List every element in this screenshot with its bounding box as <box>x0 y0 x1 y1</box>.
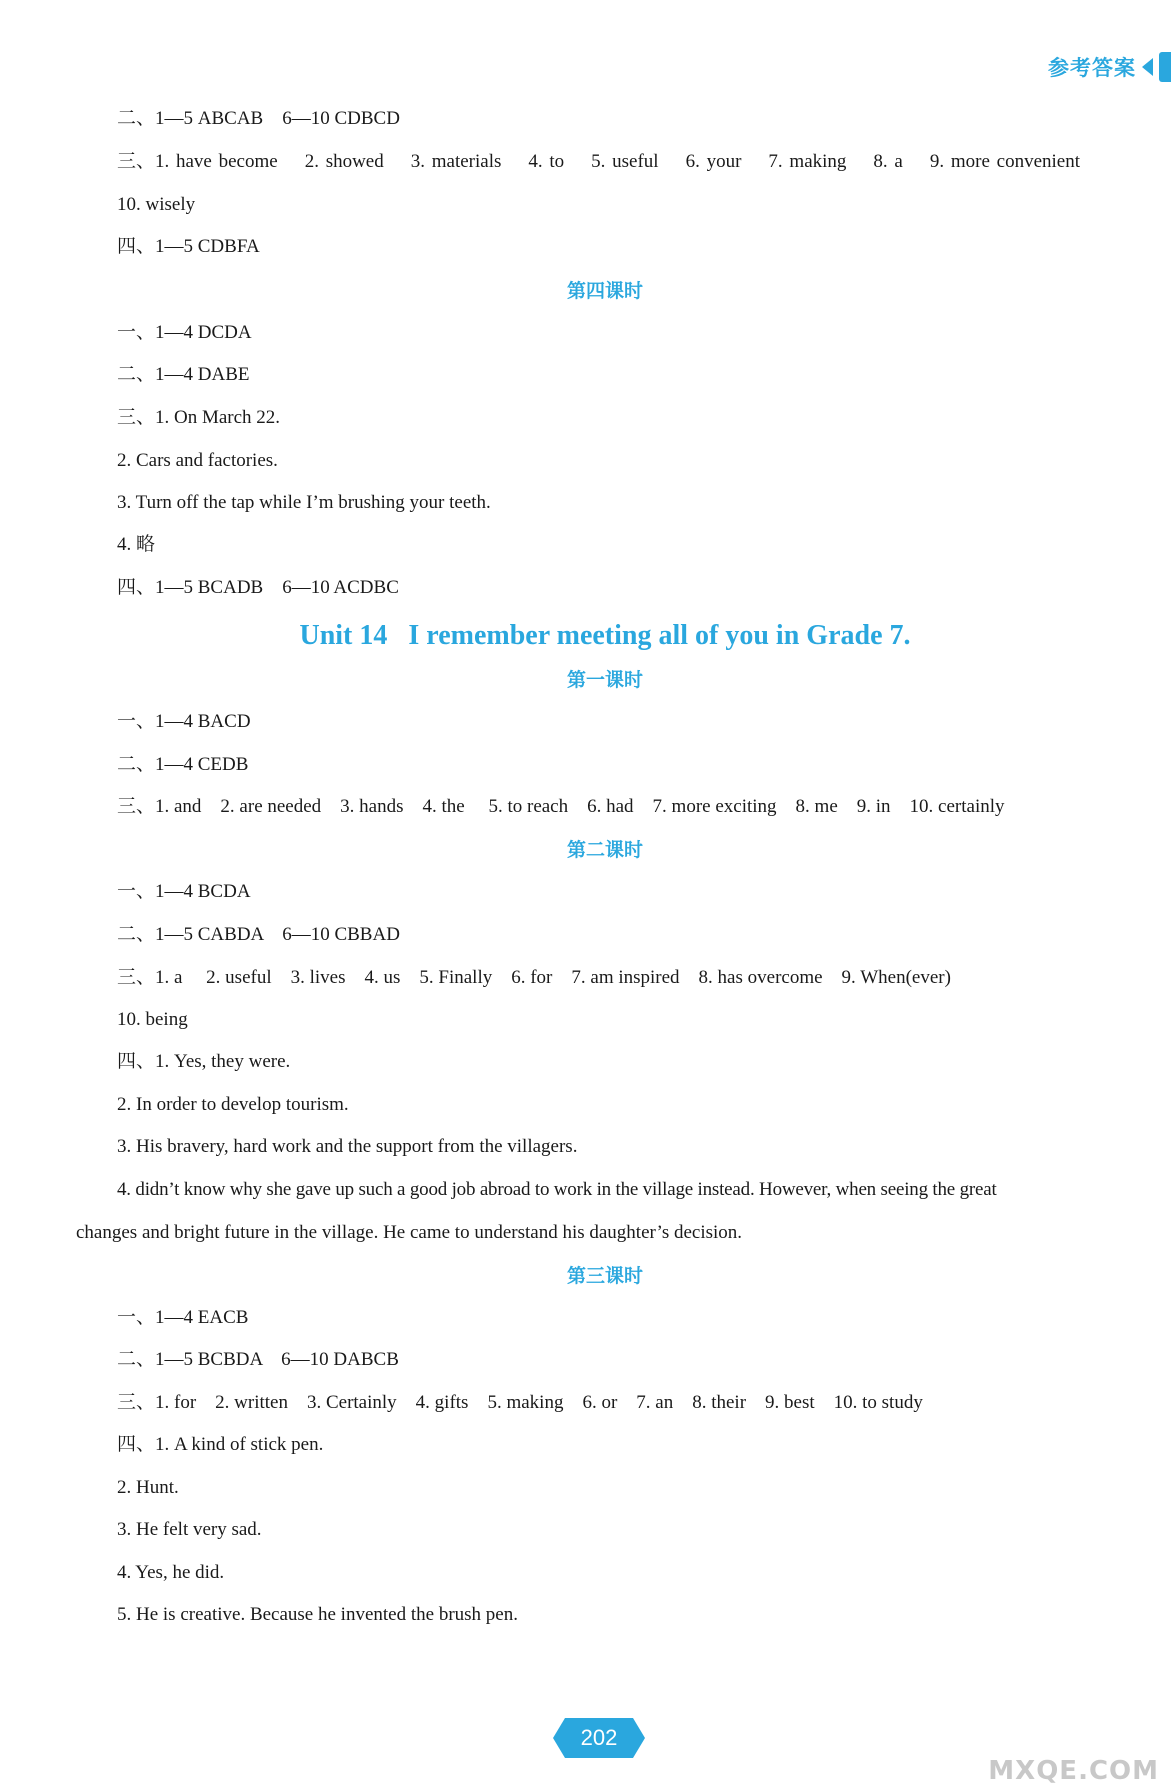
answer-line: 一、1—4 EACB <box>117 1307 249 1328</box>
answer-line: 4. didn’t know why she gave up such a good job abroad to work in the village instead. However, when seeing the great <box>117 1179 997 1200</box>
lesson-heading: 第二课时 <box>566 839 643 861</box>
answer-line: 四、1. Yes, they were. <box>117 1051 291 1072</box>
answer-line: 2. Cars and factories. <box>117 450 278 471</box>
answer-line: 3. He felt very sad. <box>117 1519 262 1540</box>
unit-title: Unit 14 I remember meeting all of you in Grade 7. <box>299 620 911 651</box>
answer-line: 一、1—4 DCDA <box>117 322 252 343</box>
answer-line: 4. Yes, he did. <box>117 1562 225 1583</box>
lesson-heading: 第四课时 <box>566 280 643 302</box>
answer-line: 10. wisely <box>117 194 196 215</box>
answer-line: 三、1. and 2. are needed 3. hands 4. the 5. to reach 6. had 7. more exciting 8. me 9. in 10. certainly <box>117 796 1005 817</box>
answer-line: 3. His bravery, hard work and the support from the villagers. <box>117 1136 578 1157</box>
answer-line: 5. He is creative. Because he invented the brush pen. <box>117 1604 518 1625</box>
lesson-heading: 第三课时 <box>566 1265 643 1287</box>
page-number-badge <box>553 1718 645 1758</box>
answer-line: 二、1—4 CEDB <box>117 754 249 775</box>
answer-line: 一、1—4 BCDA <box>117 881 251 902</box>
answer-line: 3. Turn off the tap while I’m brushing your teeth. <box>117 492 491 513</box>
watermark: MXQE.COM <box>988 1756 1159 1786</box>
answer-line: 一、1—4 BACD <box>117 711 251 732</box>
answer-line: 2. In order to develop tourism. <box>117 1094 349 1115</box>
page-number: 202 <box>580 1725 618 1750</box>
header-label: 参考答案 <box>1048 56 1136 80</box>
chevron-left-icon <box>1142 58 1153 76</box>
answer-line: 四、1—5 CDBFA <box>117 236 260 257</box>
answer-line: 三、1. a 2. useful 3. lives 4. us 5. Finally 6. for 7. am inspired 8. has overcome 9. When(ever) <box>117 967 951 988</box>
lesson-heading: 第一课时 <box>566 669 643 691</box>
answer-line: 二、1—5 CABDA 6—10 CBBAD <box>117 924 400 945</box>
answer-line: 三、1. have become 2. showed 3. materials 4. to 5. useful 6. your 7. making 8. a 9. more convenient <box>117 151 1080 172</box>
answer-line: 四、1—5 BCADB 6—10 ACDBC <box>117 577 399 598</box>
answer-line: 二、1—5 BCBDA 6—10 DABCB <box>117 1349 399 1370</box>
answer-line: 二、1—5 ABCAB 6—10 CDBCD <box>117 108 400 129</box>
answer-line: 4. 略 <box>117 534 156 555</box>
answer-line: 2. Hunt. <box>117 1477 179 1498</box>
answer-line: changes and bright future in the village. He came to understand his daughter’s decision. <box>76 1222 743 1243</box>
answer-line: 四、1. A kind of stick pen. <box>117 1434 324 1455</box>
answer-line: 三、1. On March 22. <box>117 407 281 428</box>
header-answer-tag <box>1048 52 1171 82</box>
answer-line: 三、1. for 2. written 3. Certainly 4. gifts 5. making 6. or 7. an 8. their 9. best 10. to study <box>117 1392 923 1413</box>
answer-line: 二、1—4 DABE <box>117 364 250 385</box>
answer-line: 10. being <box>117 1009 188 1030</box>
header-bar-decoration <box>1159 52 1171 82</box>
